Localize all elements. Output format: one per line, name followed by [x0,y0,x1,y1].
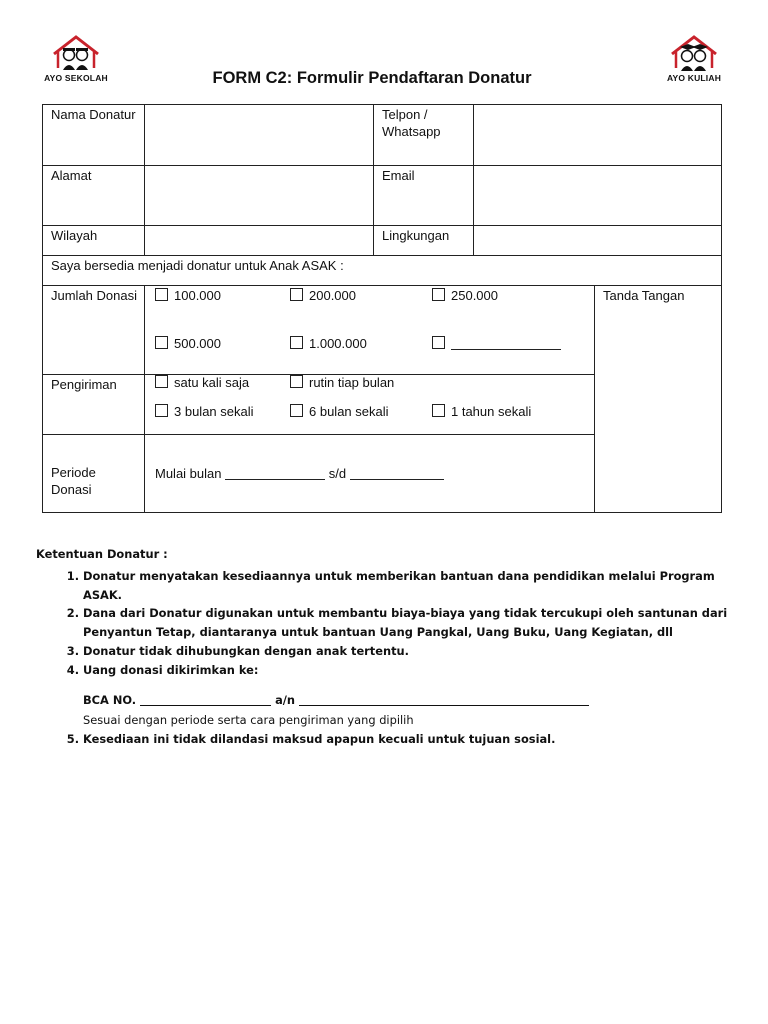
checkbox[interactable] [432,404,445,417]
terms-item: 5. Kesediaan ini tidak dilandasi maksud apapun kecuali untuk tujuan sosial. [83,730,736,749]
alamat-field[interactable] [145,166,374,226]
bank-label: BCA NO. [83,692,137,707]
checkbox[interactable] [290,288,303,301]
nama-donatur-label: Nama Donatur [43,105,145,166]
delivery-option-3-months[interactable]: 3 bulan sekali [155,403,254,420]
tanda-tangan-label: Tanda Tangan [603,288,685,303]
tanda-tangan-cell[interactable] [595,286,722,513]
telpon-label: Telpon / Whatsapp [374,105,474,166]
checkbox[interactable] [432,336,445,349]
email-field[interactable] [474,166,722,226]
mulai-bulan-blank[interactable] [225,467,325,480]
ayo-kuliah-logo-icon [666,34,722,74]
periode-donasi-label: Periode Donasi [43,435,145,513]
checkbox[interactable] [290,404,303,417]
periode-donasi-field [145,435,595,513]
bank-note: Sesuai dengan periode serta cara pengiriman yang dipilih [83,713,414,728]
jumlah-donasi-label: Jumlah Donasi [43,286,145,375]
amount-other-blank[interactable] [451,337,561,350]
delivery-option-monthly[interactable]: rutin tiap bulan [290,374,394,391]
lingkungan-field[interactable] [474,226,722,256]
amount-option-100000[interactable]: 100.000 [155,287,221,304]
sd-label: s/d [328,466,347,481]
delivery-option-yearly[interactable]: 1 tahun sekali [432,403,531,420]
pengiriman-label: Pengiriman [43,375,145,435]
nama-donatur-field[interactable] [145,105,374,166]
page-title: FORM C2: Formulir Pendaftaran Donatur [212,69,532,87]
checkbox[interactable] [155,288,168,301]
donor-form-table [42,104,722,513]
pengiriman-options [145,375,595,435]
amount-option-1000000[interactable]: 1.000.000 [290,335,367,352]
amount-option-500000[interactable]: 500.000 [155,335,221,352]
telpon-field[interactable] [474,105,722,166]
lingkungan-label: Lingkungan [374,226,474,256]
alamat-label: Alamat [43,166,145,226]
checkbox[interactable] [155,336,168,349]
terms-item: 3. Donatur tidak dihubungkan dengan anak tertentu. [83,642,736,661]
amount-option-200000[interactable]: 200.000 [290,287,356,304]
terms-list-continued [36,730,736,749]
ayo-kuliah-logo-text: AYO KULIAH [666,73,722,83]
terms-item: 2. Dana dari Donatur digunakan untuk membantu biaya-biaya yang tidak tercukupi oleh santunan dari Penyantun Tetap, diantaranya untuk bantuan Uang Pangkal, Uang Buku, Uang Kegiatan, dll [83,604,736,642]
checkbox[interactable] [290,375,303,388]
terms-item: 1. Donatur menyatakan kesediaannya untuk memberikan bantuan dana pendidikan melalui Program ASAK. [83,567,736,605]
delivery-option-6-months[interactable]: 6 bulan sekali [290,403,389,420]
ayo-sekolah-logo-text: AYO SEKOLAH [44,73,108,83]
checkbox[interactable] [155,375,168,388]
ayo-sekolah-logo-icon [48,34,104,74]
donor-statement: Saya bersedia menjadi donatur untuk Anak ASAK : [43,256,722,286]
amount-option-250000[interactable]: 250.000 [432,287,498,304]
an-label: a/n [275,692,296,707]
sampai-bulan-blank[interactable] [350,467,444,480]
terms-heading: Ketentuan Donatur : [36,547,168,561]
bank-account-line [36,691,736,710]
account-name-blank[interactable] [299,693,589,706]
checkbox[interactable] [290,336,303,349]
delivery-option-once[interactable]: satu kali saja [155,374,249,391]
checkbox[interactable] [155,404,168,417]
wilayah-label: Wilayah [43,226,145,256]
mulai-bulan-label: Mulai bulan [155,466,222,481]
terms-list [36,567,736,680]
terms-section [36,545,736,749]
jumlah-donasi-options [145,286,595,375]
terms-item: 4. Uang donasi dikirimkan ke: [83,661,736,680]
email-label: Email [374,166,474,226]
amount-option-other[interactable] [432,335,561,352]
bank-number-blank[interactable] [140,693,271,706]
wilayah-field[interactable] [145,226,374,256]
checkbox[interactable] [432,288,445,301]
